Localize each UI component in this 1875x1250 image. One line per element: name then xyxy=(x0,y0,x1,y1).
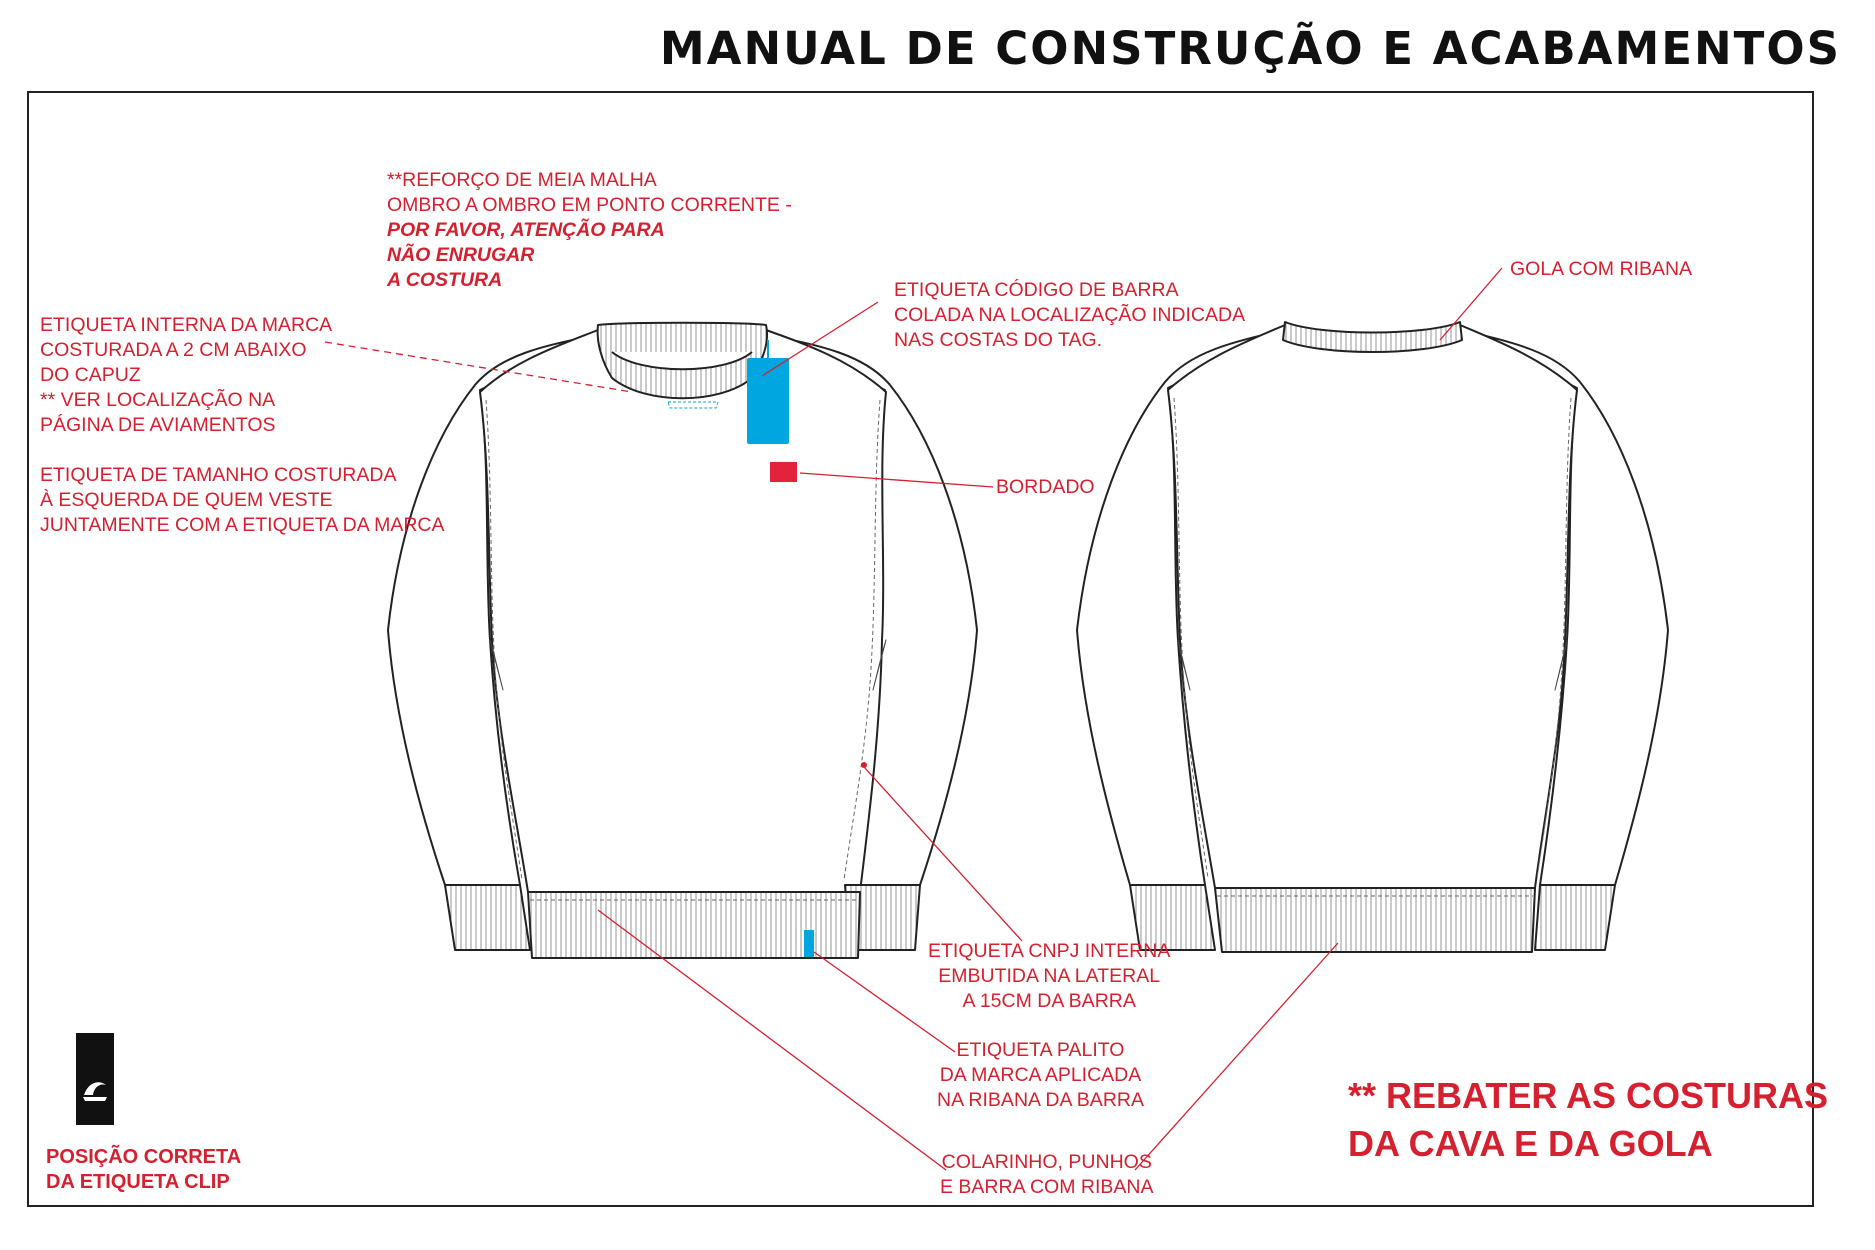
note-line: JUNTAMENTE COM A ETIQUETA DA MARCA xyxy=(40,514,445,536)
note-emphasis: NÃO ENRUGAR xyxy=(387,244,535,266)
note-embroidery: BORDADO xyxy=(996,476,1095,498)
note-line: COLADA NA LOCALIZAÇÃO INDICADA xyxy=(894,304,1246,326)
clip-caption-line: POSIÇÃO CORRETA xyxy=(46,1146,242,1168)
note-line: À ESQUERDA DE QUEM VESTE xyxy=(40,489,333,511)
note-line: DO CAPUZ xyxy=(40,364,141,386)
important-note-line: DA CAVA E DA GOLA xyxy=(1348,1123,1713,1164)
back-waistband xyxy=(1215,888,1535,952)
note-barcode-label xyxy=(894,278,1245,353)
note-cnpj-label xyxy=(928,939,1170,1014)
back-body xyxy=(1168,325,1577,888)
front-body xyxy=(480,330,886,892)
note-size-label xyxy=(40,463,445,538)
note-line: NAS COSTAS DO TAG. xyxy=(894,329,1103,351)
embroidery-patch xyxy=(770,462,797,482)
sweatshirt-back xyxy=(1077,322,1668,952)
note-line: PÁGINA DE AVIAMENTOS xyxy=(40,414,276,436)
clip-caption-line: DA ETIQUETA CLIP xyxy=(46,1171,230,1193)
note-line: NA RIBANA DA BARRA xyxy=(937,1089,1144,1111)
note-line: **REFORÇO DE MEIA MALHA xyxy=(387,169,657,191)
note-rib-finish xyxy=(940,1150,1153,1200)
page-title: MANUAL DE CONSTRUÇÃO E ACABAMENTOS xyxy=(659,22,1841,75)
brand-wave-logo-icon xyxy=(76,1033,114,1125)
note-emphasis: POR FAVOR, ATENÇÃO PARA xyxy=(387,219,665,241)
stick-label-tag xyxy=(804,930,814,957)
note-line: DA MARCA APLICADA xyxy=(939,1064,1142,1086)
front-left-cuff xyxy=(445,885,530,950)
note-line: ETIQUETA CÓDIGO DE BARRA xyxy=(894,279,1179,301)
note-line: ** VER LOCALIZAÇÃO NA xyxy=(40,389,276,411)
note-line: A 15CM DA BARRA xyxy=(962,990,1136,1012)
note-reinforcement xyxy=(387,168,792,293)
note-line: EMBUTIDA NA LATERAL xyxy=(938,965,1161,987)
note-collar-rib: GOLA COM RIBANA xyxy=(1510,258,1693,280)
note-brand-label xyxy=(40,313,332,438)
note-line: ETIQUETA PALITO xyxy=(956,1039,1125,1061)
back-collar-rib xyxy=(1283,322,1462,352)
note-line: COSTURADA A 2 CM ABAIXO xyxy=(40,339,307,361)
note-line: E BARRA COM RIBANA xyxy=(940,1176,1154,1198)
important-note xyxy=(1348,1072,1828,1168)
barcode-hang-tag xyxy=(747,358,789,444)
note-emphasis: A COSTURA xyxy=(387,269,503,291)
note-line: ETIQUETA INTERNA DA MARCA xyxy=(40,314,333,336)
important-note-line: ** REBATER AS COSTURAS xyxy=(1348,1075,1829,1116)
note-line: OMBRO A OMBRO EM PONTO CORRENTE - xyxy=(387,194,792,216)
note-line: COLARINHO, PUNHOS xyxy=(941,1151,1152,1173)
sweatshirt-front xyxy=(388,323,977,958)
clip-caption xyxy=(46,1145,241,1195)
clip-label xyxy=(76,1033,114,1125)
note-stick-label xyxy=(937,1038,1144,1113)
note-line: ETIQUETA CNPJ INTERNA xyxy=(928,940,1171,962)
back-right-cuff xyxy=(1535,885,1615,950)
note-line: ETIQUETA DE TAMANHO COSTURADA xyxy=(40,464,397,486)
